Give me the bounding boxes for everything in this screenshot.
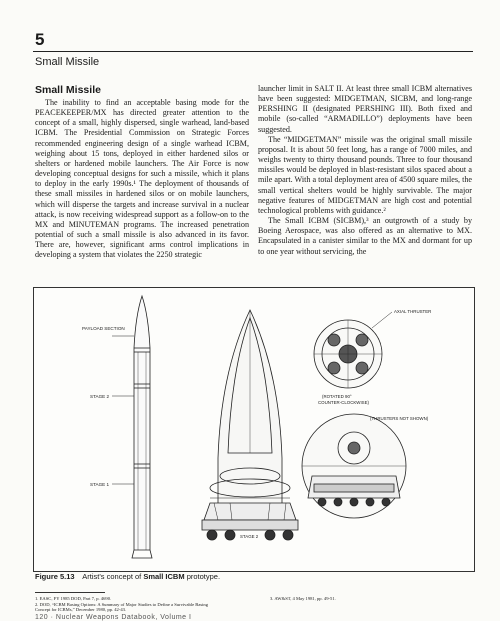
thrusters-not-shown-label: (THRUSTERS NOT SHOWN) [370, 416, 429, 421]
footnote: Concept for ICBMs,” December 1980, pp. 42-43. [35, 607, 127, 613]
footnote: 3. AW&ST, 4 May 1981, pp. 49-51. [270, 596, 336, 601]
rotated-label: (ROTATED 90° [322, 394, 352, 399]
figure-illustration [33, 287, 475, 572]
footnote: 1. EASC, FY 1985 DOD, Part 7, p. 4690. [35, 596, 112, 601]
chapter-title: Small Missile [35, 56, 100, 68]
missile-profile [112, 296, 152, 558]
payload-label: PAYLOAD SECTION [82, 326, 125, 331]
paragraph: The inability to find an acceptable basing mode for the PEACEKEEPER/MX has directed greater attention to the concept of a small, highly dispersed, single warhead, land-based ICBM. The Presidential Commission on Strategic Forces recommended engineering design of a single warhead ICBM, weighing about 15 tons, deployed in either hardened silos or shelters or hardened mobile launchers. The Air Force is now developing conceptual designs for such a missile, which it plans to deploy in the early 1990s.¹ The deployment of thousands of these small missiles in hardened silos or on mobile launchers, which will disperse the targets and increase survival in a nuclear attack, is now receiving widespread support as a follow-on to the MX and MINUTEMAN programs. The increased penetration potential of such a small missile is also advanced in its favor. There are, however, significant arms control implications in developing a system that violates the 2250 strategic [35, 98, 249, 260]
figure-caption [35, 572, 220, 581]
figure-label: Figure 5.13 [35, 572, 75, 581]
axial-thruster-label: AXIAL THRUSTER [394, 309, 432, 314]
caption-suffix: prototype. [186, 572, 221, 581]
text-column-right [258, 84, 472, 257]
footnotes-right [270, 596, 470, 602]
missile-drawing [34, 288, 474, 571]
footnotes-left [35, 596, 255, 613]
paragraph: launcher limit in SALT II. At least three small ICBM alternatives have been suggested: MIDGETMAN, SICBM, and long-range PERSHING II (designated PERSHING III). Both fixed and mobile (so-called “ARMADILLO”) deployments have been suggested. [258, 84, 472, 134]
stage2-label: STAGE 2 [90, 394, 110, 399]
chapter-number: 5 [35, 30, 45, 49]
footnote: 2. DOD, “ICBM Basing Options: A Summary of Major Studies to Define a Survivable Basing [35, 601, 209, 607]
chapter-rule [33, 51, 473, 52]
text-column-left [35, 84, 249, 261]
caption-prefix: Artist's concept of [82, 572, 142, 581]
page-footer: 120 · Nuclear Weapons Databook, Volume I [35, 614, 192, 621]
transporter-vehicle [202, 310, 298, 540]
stage2-transporter-label: STAGE 2 [240, 534, 259, 539]
cross-section-upper [314, 312, 392, 388]
stage1-label: STAGE 1 [90, 482, 110, 487]
paragraph: The “MIDGETMAN” missile was the original small missile proposal. It is about 50 feet long, has a range of 7000 miles, and weighs twenty to thirty thousand pounds. Three to four thousand missiles would be deployed in blast-resistant silos spaced about a mile apart. With a total deployment area of 4500 square miles, the small vertical shelters would be highly survivable. The major negative features of MIDGETMAN are high cost and potential technological problems with guidance.² [258, 134, 472, 215]
rotated-label-2: COUNTER-CLOCKWISE) [318, 400, 369, 405]
section-heading: Small Missile [35, 84, 101, 96]
cross-section-lower [302, 414, 406, 518]
footnote-rule [35, 592, 105, 593]
caption-bold: Small ICBM [143, 572, 185, 581]
paragraph: The Small ICBM (SICBM),³ an outgrowth of a study by Boeing Aerospace, was also offered as an alternative to MX. Encapsulated in a canister similar to the MX and dormant for up to one year without servicing, the [258, 216, 472, 256]
